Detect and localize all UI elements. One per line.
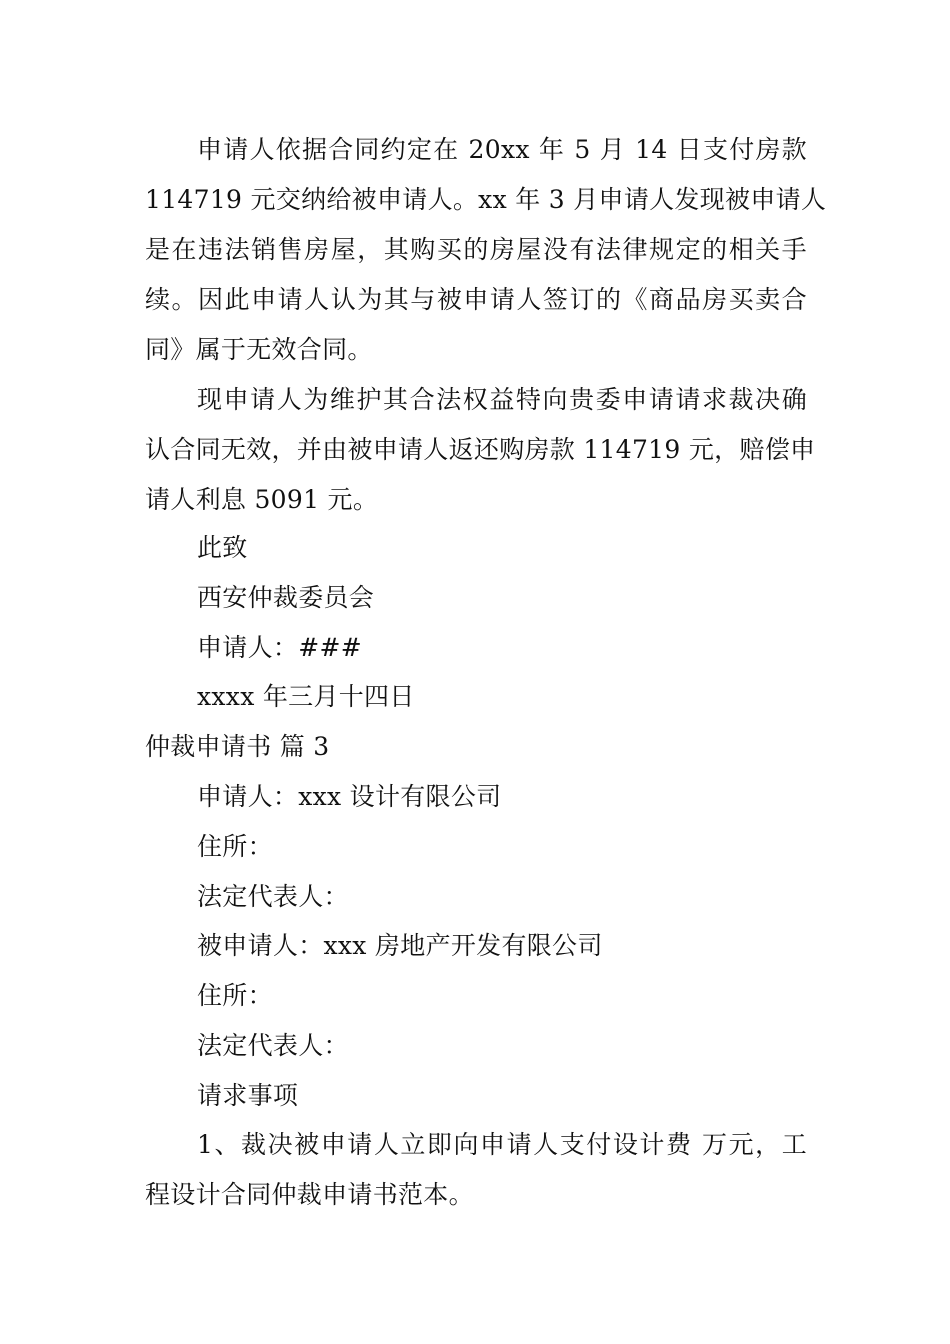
section-title: 仲裁申请书 篇 3 (145, 732, 330, 761)
claims-heading: 请求事项 (197, 1081, 299, 1110)
party-respondent-address: 住所： (197, 981, 273, 1010)
para1-line-3: 是在违法销售房屋，其购买的房屋没有法律规定的相关手 (145, 235, 807, 264)
party-applicant-rep: 法定代表人： (197, 882, 349, 911)
party-applicant-address: 住所： (197, 832, 273, 861)
closing-applicant: 申请人：### (197, 633, 362, 662)
para2-line-2: 认合同无效，并由被申请人返还购房款 114719 元，赔偿申 (145, 435, 816, 464)
para1-line-5: 同》属于无效合同。 (145, 335, 373, 364)
para1-line-2: 114719 元交纳给被申请人。xx 年 3 月申请人发现被申请人 (145, 185, 827, 214)
closing-date: xxxx 年三月十四日 (197, 682, 415, 711)
claim1-line-1: 1、裁决被申请人立即向申请人支付设计费 万元，工 (197, 1130, 807, 1159)
party-applicant: 申请人：xxx 设计有限公司 (197, 782, 502, 811)
para1-line-1: 申请人依据合同约定在 20xx 年 5 月 14 日支付房款 (197, 135, 807, 164)
party-respondent-rep: 法定代表人： (197, 1031, 349, 1060)
para2-line-3: 请人利息 5091 元。 (145, 485, 379, 514)
para1-line-4: 续。因此申请人认为其与被申请人签订的《商品房买卖合 (145, 285, 807, 314)
claim1-line-2: 程设计合同仲裁申请书范本。 (145, 1180, 474, 1209)
para2-line-1: 现申请人为维护其合法权益特向贵委申请请求裁决确 (197, 385, 807, 414)
closing-recipient: 西安仲裁委员会 (197, 583, 375, 612)
closing-salutation: 此致 (197, 533, 248, 562)
party-respondent: 被申请人：xxx 房地产开发有限公司 (197, 931, 603, 960)
